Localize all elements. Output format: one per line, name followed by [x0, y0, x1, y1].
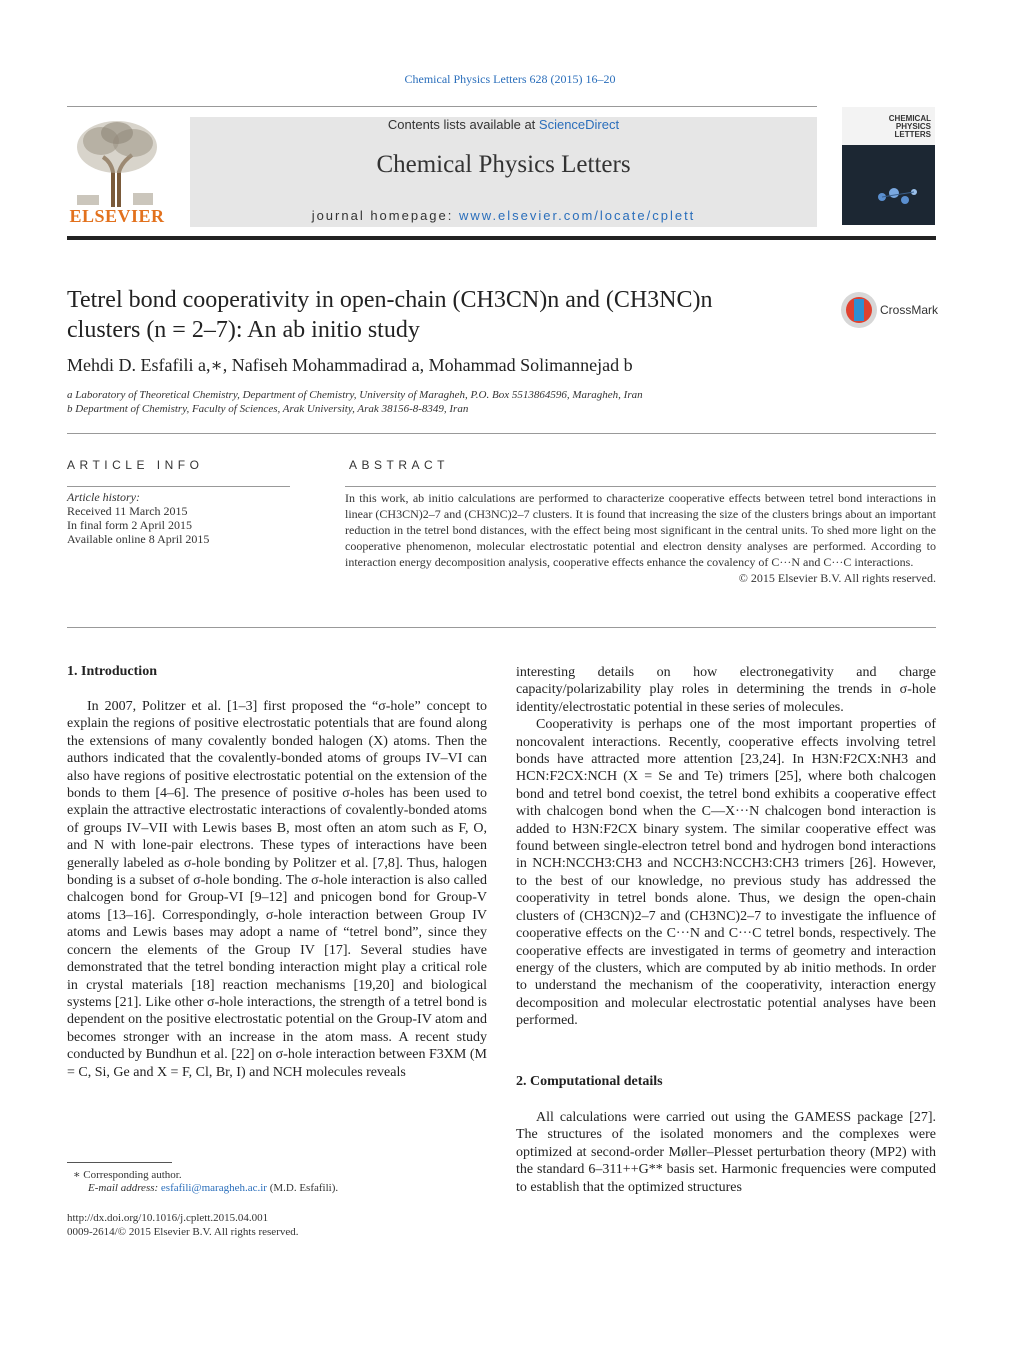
corresponding-author-note: ∗ Corresponding author.	[73, 1169, 182, 1181]
contents-available	[190, 117, 817, 132]
title-line-1: Tetrel bond cooperativity in open-chain (CH3CN)n and (CH3NC)n	[67, 287, 713, 313]
homepage-prefix: journal homepage:	[311, 208, 459, 223]
journal-cover[interactable]	[842, 107, 935, 225]
article-title	[67, 285, 807, 345]
journal-citation[interactable]: Chemical Physics Letters 628 (2015) 16–20	[404, 72, 616, 86]
elsevier-tree-icon	[67, 117, 167, 209]
history-revised: In final form 2 April 2015	[67, 518, 192, 532]
article-info-heading: ARTICLE INFO	[67, 458, 204, 472]
crossmark-badge[interactable]	[840, 291, 940, 329]
history-received: Received 11 March 2015	[67, 504, 188, 518]
issn-copyright: 0009-2614/© 2015 Elsevier B.V. All rights reserved.	[67, 1226, 299, 1238]
affiliation-a: a Laboratory of Theoretical Chemistry, Department of Chemistry, University of Maragheh, P.O. Box 5513864596, Maragheh, Iran	[67, 389, 643, 401]
contents-prefix: Contents lists available at	[387, 117, 539, 132]
journal-banner	[190, 117, 817, 227]
header-thick-rule	[67, 236, 936, 240]
elsevier-logo[interactable]	[67, 117, 167, 227]
computational-paragraph-1: All calculations were carried out using the GAMESS package [27]. The structures of the isolated monomers and the complexes were optimized at second-order Møller–Plesset perturbation theory (MP2) with the standard 6–311++G** basis set. Harmonic frequencies were computed to establish that the optimized structures	[516, 1110, 936, 1195]
affiliation-b: b Department of Chemistry, Faculty of Sciences, Arak University, Arak 38156-8-8349, Iran	[67, 403, 469, 415]
header-rule	[67, 106, 817, 107]
computational-column	[516, 1109, 936, 1196]
history-online: Available online 8 April 2015	[67, 532, 210, 546]
crossmark-icon	[840, 291, 878, 329]
title-line-2: clusters (n = 2–7): An ab initio study	[67, 317, 420, 343]
elsevier-wordmark: ELSEVIER	[69, 206, 165, 226]
history-label: Article history:	[67, 490, 140, 504]
footnote-rule	[67, 1162, 172, 1163]
abstract-rule	[345, 486, 936, 487]
abstract-bottom-rule	[67, 627, 936, 628]
affiliation-rule	[67, 433, 936, 434]
crossmark-label: CrossMark	[880, 303, 939, 317]
email-label: E-mail address:	[88, 1182, 161, 1194]
cover-title: CHEMICAL PHYSICS LETTERS	[888, 114, 931, 139]
author-list: Mehdi D. Esfafili a,∗, Nafiseh Mohammadirad a, Mohammad Solimannejad b	[67, 355, 633, 375]
right-paragraph-2: Cooperativity is perhaps one of the most important properties of noncovalent interactions. Recently, cooperative effects involving tetrel bonds have attracted more attention [23,24]. In H3N:F2CX:NH3 and HCN:F2CX:NCH (X = Se and Te) trimers [25], where both chalcogen bond and tetrel bond coexist, the tetrel bond exhibits a cooperative effect with chalcogen bond when the C—X···N chalcogen bond interaction is added to H3N:F2CX binary system. The similar cooperative effect was found between single-electron tetrel bond and hydrogen bond interactions in NCH:NCCH3:CH3 and NCCH3:NCCH3:CH3 trimers [26]. However, to the best of our knowledge, no previous study has addressed the cooperativity in tetrel bonds alone. Thus, we design the open-chain clusters of (CH3CN)2–7 and (CH3NC)2–7 to investigate the influence of cooperative effects on the C···N and C···C tetrel bonds, respectively. The cooperative effects are investigated in terms of geometry and interaction energy of the clusters, which are computed by ab initio methods. In order to understand the mechanism of the cooperativity, interaction energy decomposition and molecular electrostatic potential analyses have been performed.	[516, 717, 936, 1029]
sciencedirect-link[interactable]: ScienceDirect	[538, 117, 620, 132]
journal-title: Chemical Physics Letters	[376, 151, 631, 178]
abstract-body	[345, 490, 936, 586]
intro-heading: 1. Introduction	[67, 664, 157, 679]
article-info-rule	[67, 486, 290, 487]
right-column	[516, 664, 936, 1030]
computational-heading: 2. Computational details	[516, 1074, 663, 1089]
abstract-copyright: © 2015 Elsevier B.V. All rights reserved.	[738, 571, 936, 585]
intro-paragraph-1: In 2007, Politzer et al. [1–3] first proposed the “σ-hole” concept to explain the regions of positive electrostatic potentials that are found along the extensions of many covalently bonded halogen (X) atoms. Then the authors indicated that the covalently-bonded atoms of groups IV–VI can also have regions of positive electrostatic potential on the extension of the bonds to them [4–6]. The presence of positive σ-holes has been used to explain the attractive electrostatic interactions of covalently-bonded atoms of groups IV–VII with Lewis bases B, most often an atom such as F, O, and N with lone-pair electrons. These types of interactions have been generally labeled as σ-hole bonding by Politzer et al. [7,8]. Thus, halogen bonding is a subset of σ-hole bonding. The σ-hole interaction is also called chalcogen bond for Group-VI [9–12] and pnicogen bond for Group-V atoms [13–16]. Correspondingly, σ-hole interaction between Group IV atoms and Lewis bases may adopt a name of “tetrel bond”, since they concern the elements of the Group IV [17]. Several studies have demonstrated that the tetrel bonding interaction might play a critical role in crystal materials [18] reaction mechanisms [19,20] and biological systems [21]. Like other σ-hole interactions, the strength of a tetrel bond is dependent on the positive electrostatic potential on the Group-IV atom and becomes stronger with an increase in the atom mass. A recent study conducted by Bundhun et al. [22] on σ-hole interaction between F3XM (M = C, Si, Ge and X = F, Cl, Br, I) and NCH molecules reveals	[67, 699, 487, 1080]
homepage-link[interactable]: www.elsevier.com/locate/cplett	[459, 208, 696, 223]
abstract-text: In this work, ab initio calculations are performed to characterize cooperative effects between tetrel bond interactions in linear (CH3CN)2–7 and (CH3NC)2–7 clusters. It is found that increasing the size of the clusters brings about an important reduction in the tetrel bond distances, with the effect being most significant in the central units. To shed more light on the cooperative phenomenon, molecular electrostatic potential and electron density analyses are performed. According to interaction energy decomposition analysis, cooperative effects enhance the covalency of C···N and C···C interactions.	[345, 491, 936, 569]
right-paragraph-1: interesting details on how electronegativity and charge capacity/polarizability play roles in determining the trends in σ-hole identity/electrostatic potential in these series of molecules.	[516, 665, 936, 715]
abstract-heading: ABSTRACT	[349, 458, 450, 472]
author-email-link[interactable]: esfafili@maragheh.ac.ir	[160, 1182, 267, 1194]
intro-column	[67, 698, 487, 1081]
doi-link[interactable]: http://dx.doi.org/10.1016/j.cplett.2015.04.001	[67, 1212, 269, 1224]
article-history	[67, 490, 287, 546]
cover-molecule-icon	[842, 145, 935, 225]
journal-homepage	[190, 208, 817, 223]
email-suffix: (M.D. Esfafili).	[266, 1182, 339, 1194]
email-note	[88, 1182, 338, 1194]
